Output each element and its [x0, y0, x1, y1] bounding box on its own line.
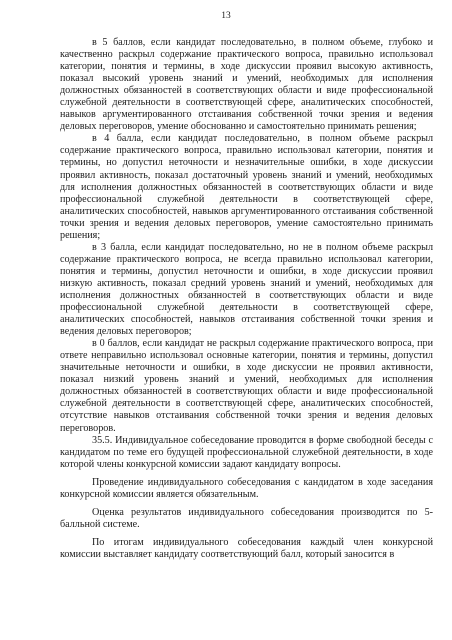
paragraph-score-3: в 3 балла, если кандидат последовательно, но не в полном объеме раскрыл содержание практического вопроса, не всегда правильно использовал категории, понятия и термины, допустил неточности и ошибки, в ходе дискуссии проявил низкую активность, показал средний уровень знаний и умений, необходимых для исполнения должностных обязанностей в соответствующих области и виде профессиональной служебной деятельности в соответствующей сфере, аналитических способностей, навыков отстаивания собственной точки зрения и ведения деловых переговоров;: [60, 241, 433, 338]
paragraph-score-5: в 5 баллов, если кандидат последовательно, в полном объеме, глубоко и качественно раскрыл содержание практического вопроса, правильно использовал категории, понятия и термины, в ходе дискуссии проявил высокую активность, показал высокий уровень знаний и умений, необходимых для исполнения должностных обязанностей в соответствующих области и виде профессиональной служебной деятельности в соответствующей сфере, аналитических способностей, навыков аргументированного отстаивания собственной точки зрения и ведения деловых переговоров, умение обоснованно и самостоятельно принимать решения;: [60, 37, 433, 133]
paragraph-interview-scoring: Оценка результатов индивидуального собеседования производится по 5-балльной системе.: [60, 506, 433, 530]
paragraph-interview-results: По итогам индивидуального собеседования каждый член конкурсной комиссии выставляет кандидату соответствующий балл, который заносится в: [60, 536, 433, 560]
paragraph-score-4: в 4 балла, если кандидат последовательно, в полном объеме раскрыл содержание практического вопроса, правильно использовал категории, понятия и термины, но допустил неточности и незначительные ошибки, в ходе дискуссии проявил активность, показал достаточный уровень знаний и умений, необходимых для исполнения должностных обязанностей в соответствующих области и виде профессиональной служебной деятельности в соответствующей сфере, аналитических способностей, навыков аргументированного отстаивания собственной точки зрения и ведения деловых переговоров, умение самостоятельно принимать решения;: [60, 133, 433, 241]
page-number: 13: [221, 11, 231, 21]
paragraph-interview-mandatory: Проведение индивидуального собеседования с кандидатом в ходе заседания конкурсной комиссии является обязательным.: [60, 476, 433, 500]
paragraph-section-35-5: 35.5. Индивидуальное собеседование проводится в форме свободной беседы с кандидатом по теме его будущей профессиональной служебной деятельности, в ходе которой члены конкурсной комиссии задают кандидату вопросы.: [60, 434, 433, 470]
document-body: [60, 37, 433, 561]
paragraph-score-0: в 0 баллов, если кандидат не раскрыл содержание практического вопроса, при ответе неправильно использовал основные категории, понятия и термины, допустил значительные неточности и ошибки, в ходе дискуссии не проявил активности, показал низкий уровень знаний и умений, необходимых для исполнения должностных обязанностей в соответствующих области и виде профессиональной служебной деятельности в соответствующей сфере, аналитических способностей, отсутствие навыков отстаивания собственной точки зрения и ведения деловых переговоров.: [60, 338, 433, 434]
